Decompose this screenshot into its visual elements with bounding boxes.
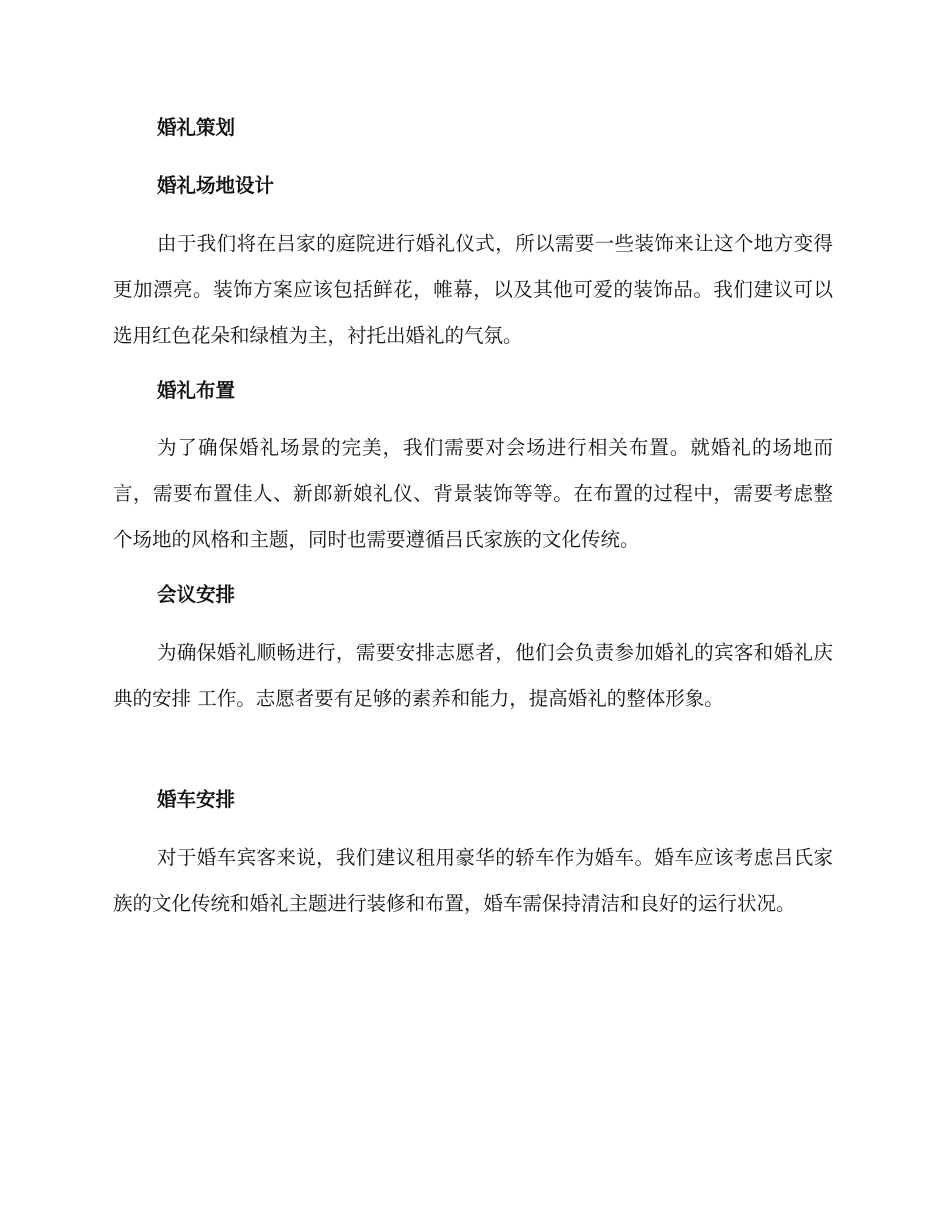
document-title: 婚礼策划 bbox=[157, 116, 236, 139]
section-heading-venue-design: 婚礼场地设计 bbox=[157, 174, 275, 197]
section-body-venue-design: 由于我们将在吕家的庭院进行婚礼仪式，所以需要一些装饰来让这个地方变得更加漂亮。装饰方案应该包括鲜花，帷幕，以及其他可爱的装饰品。我们建议可以选用红色花朵和绿植为主，衬托出婚礼的气氛。 bbox=[113, 232, 833, 347]
section-body-decoration: 为了确保婚礼场景的完美，我们需要对会场进行相关布置。就婚礼的场地而言，需要布置佳人、新郎新娘礼仪、背景装饰等等。在布置的过程中，需要考虑整个场地的风格和主题，同时也需要遵循吕氏家族的文化传统。 bbox=[113, 436, 833, 551]
section-heading-arrangements: 会议安排 bbox=[157, 583, 236, 606]
section-heading-wedding-car: 婚车安排 bbox=[157, 788, 236, 811]
section-body-wedding-car: 对于婚车宾客来说，我们建议租用豪华的轿车作为婚车。婚车应该考虑吕氏家族的文化传统和婚礼主题进行装修和布置，婚车需保持清洁和良好的运行状况。 bbox=[113, 846, 833, 915]
section-body-arrangements: 为确保婚礼顺畅进行，需要安排志愿者，他们会负责参加婚礼的宾客和婚礼庆典的安排 工作。志愿者要有足够的素养和能力，提高婚礼的整体形象。 bbox=[113, 641, 833, 710]
section-heading-decoration: 婚礼布置 bbox=[157, 379, 236, 402]
